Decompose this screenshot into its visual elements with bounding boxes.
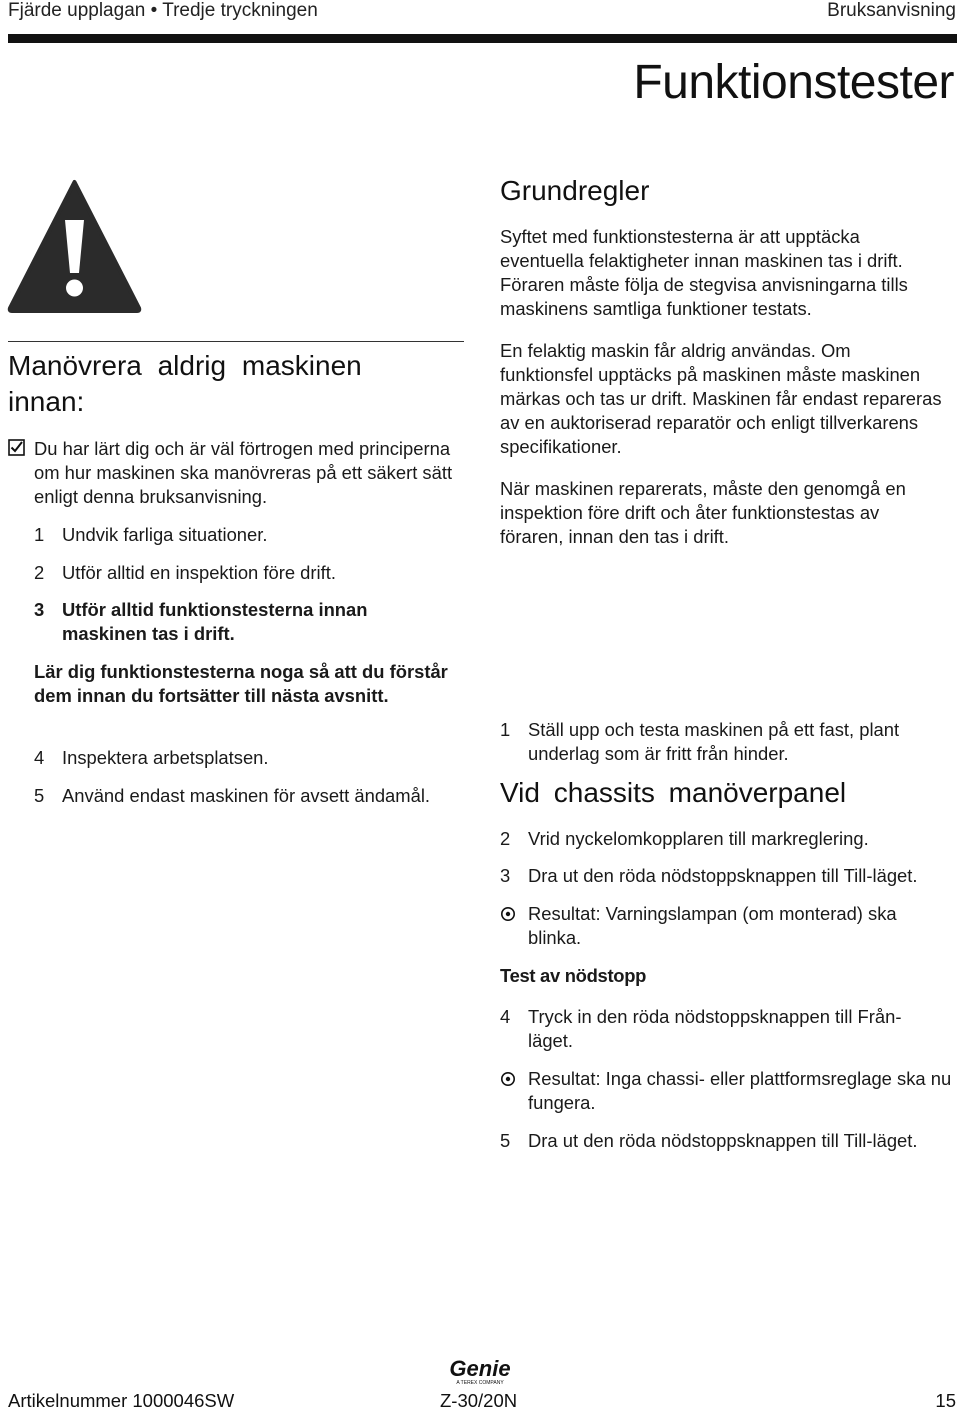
step-item: [500, 1005, 940, 1053]
logo-wordmark: Genie: [449, 1356, 511, 1381]
step-number: 5: [500, 1130, 511, 1151]
right-heading: Grundregler: [500, 175, 650, 206]
item-text: Använd endast maskinen för avsett ändamål.: [62, 785, 431, 806]
section-divider: [8, 341, 464, 342]
item-text: Utför alltid funktionstesterna innan maskinen tas i drift.: [62, 599, 368, 644]
header-doc-type: Bruksanvisning: [827, 0, 956, 21]
footer-page-number: 15: [935, 1390, 956, 1411]
item-number: 1: [34, 524, 45, 545]
step-number: 1: [500, 719, 511, 740]
step-text: Vrid nyckelomkopplaren till markreglering.: [528, 828, 869, 849]
warning-icon: [6, 178, 143, 314]
result-item: [500, 1067, 952, 1115]
item-text: Utför alltid en inspektion före drift.: [62, 562, 336, 583]
item-number: 2: [34, 562, 45, 583]
left-heading: Manövrera aldrig maskinen innan:: [8, 350, 362, 417]
result-icon: [500, 906, 516, 922]
logo-tagline: A TEREX COMPANY: [456, 1380, 504, 1386]
result-item: [500, 902, 952, 950]
list-item: [34, 784, 474, 808]
list-item: [34, 598, 434, 646]
item-text: Undvik farliga situationer.: [62, 524, 268, 545]
bold-note: Lär dig funktionstesterna noga så att du förstår dem innan du fortsätter till nästa avsnitt.: [34, 661, 448, 706]
step-number: 4: [500, 1006, 511, 1027]
subheading-emergency-stop: Test av nödstopp: [500, 965, 647, 986]
section-heading-chassis: Vid chassits manöverpanel: [500, 777, 847, 808]
list-item: [34, 746, 474, 770]
check-statement: Du har lärt dig och är väl förtrogen med principerna om hur maskinen ska manövreras på ett säkert sätt enligt denna bruksanvisning.: [34, 438, 453, 507]
genie-logo: [440, 1356, 520, 1386]
step-text: Tryck in den röda nödstoppsknappen till Från-läget.: [528, 1006, 902, 1051]
header-rule: [8, 34, 957, 43]
step-number: 3: [500, 865, 511, 886]
footer-model: Z-30/20N: [440, 1390, 518, 1411]
step-item: [500, 718, 952, 766]
item-number: 3: [34, 599, 45, 620]
paragraph-faulty-machine: En felaktig maskin får aldrig användas. Om funktionsfel upptäcks på maskinen måste maskinen märkas och tas ur drift. Maskinen får endast repareras av en auktoriserad reparatör och enligt tillverkarens specifikationer.: [500, 340, 942, 457]
step-item: [500, 827, 952, 851]
footer-part-number: Artikelnummer 1000046SW: [8, 1390, 235, 1411]
paragraph-purpose: Syftet med funktionstesterna är att upptäcka eventuella felaktigheter innan maskinen tas i drift. Föraren måste följa de stegvisa anvisningarna tills maskinens samtliga funktioner testats.: [500, 226, 908, 319]
result-icon: [500, 1071, 516, 1087]
list-item: [34, 523, 474, 547]
list-item: [34, 561, 474, 585]
result-text: Resultat: Inga chassi- eller plattformsreglage ska nu fungera.: [528, 1068, 952, 1113]
step-text: Ställ upp och testa maskinen på ett fast, plant underlag som är fritt från hinder.: [528, 719, 900, 764]
step-item: [500, 864, 952, 888]
header-edition: Fjärde upplagan • Tredje tryckningen: [8, 0, 318, 21]
item-number: 4: [34, 747, 45, 768]
step-text: Dra ut den röda nödstoppsknappen till Till-läget.: [528, 865, 918, 886]
checkbox-icon: [8, 439, 25, 456]
item-text: Inspektera arbetsplatsen.: [62, 747, 269, 768]
result-text: Resultat: Varningslampan (om monterad) ska blinka.: [528, 903, 897, 948]
page-title: Funktionstester: [633, 56, 954, 109]
step-number: 2: [500, 828, 511, 849]
paragraph-after-repair: När maskinen reparerats, måste den genomgå en inspektion före drift och åter funktionstestas av föraren, innan den tas i drift.: [500, 478, 906, 547]
step-text: Dra ut den röda nödstoppsknappen till Till-läget.: [528, 1130, 918, 1151]
step-item: [500, 1129, 952, 1153]
item-number: 5: [34, 785, 45, 806]
